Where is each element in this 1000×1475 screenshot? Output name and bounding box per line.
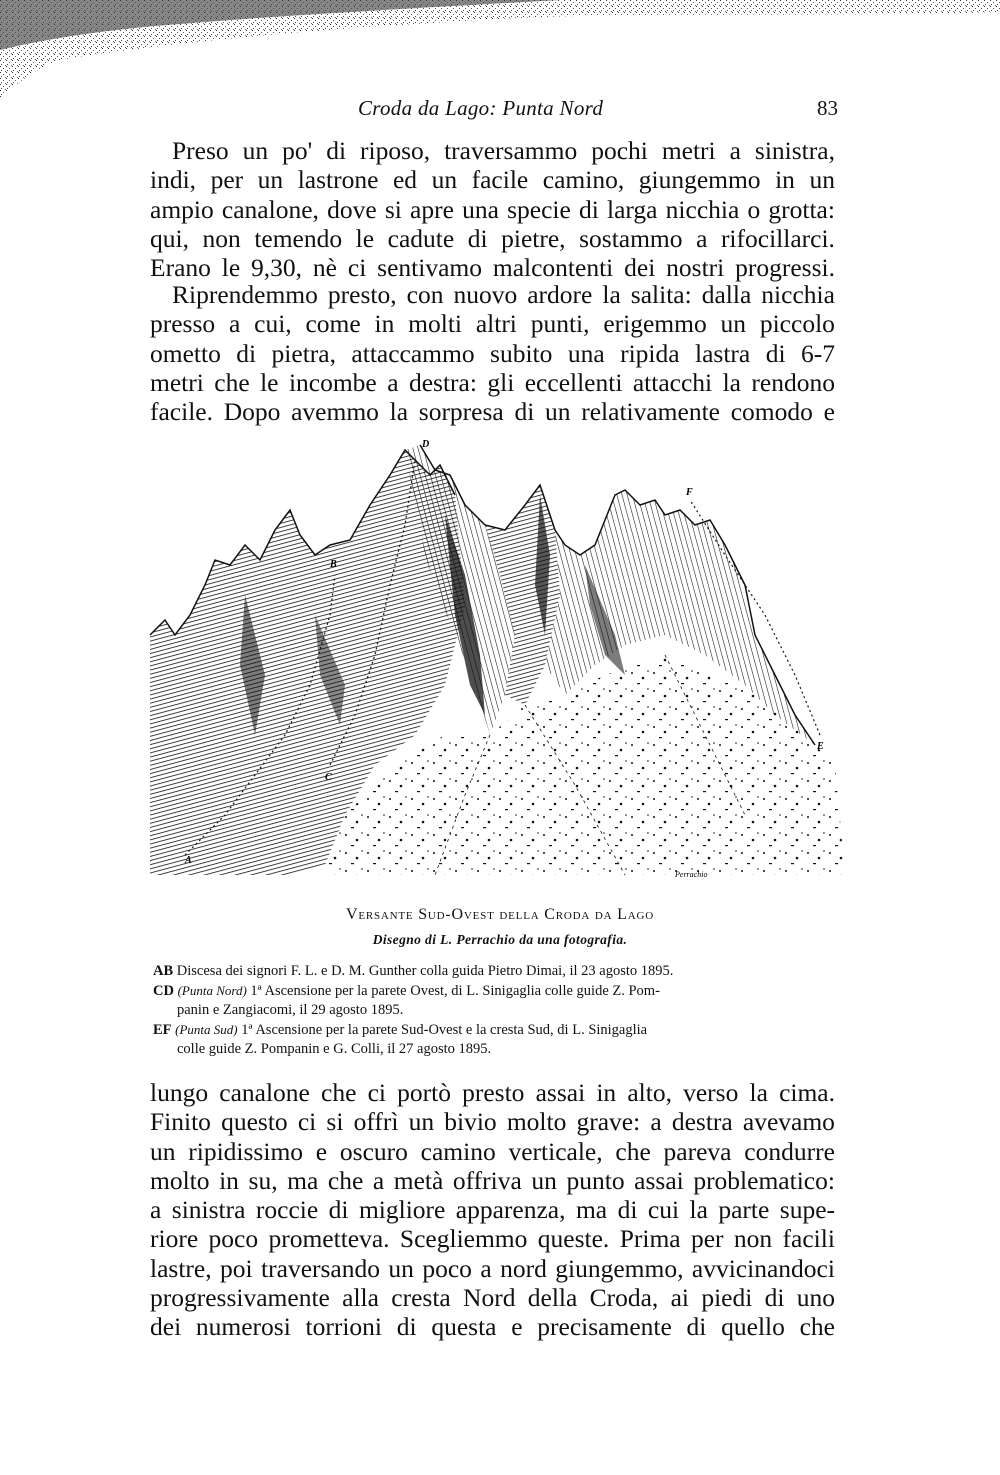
line-words: un ripidissimo e oscuro camino verticale, che pareva condurre (150, 1136, 835, 1166)
paragraph-2 (150, 280, 835, 426)
text-line (150, 1166, 835, 1195)
legend-code: CD (153, 983, 174, 999)
line-words: Erano le 9,30, nè ci sentivamo malcontenti dei nostri progressi. (150, 253, 835, 283)
line-words: presso a cui, come in molti altri punti, erigemmo un piccolo (150, 309, 835, 339)
figure-subtitle: Disegno di L. Perrachio da una fotografia. (372, 932, 628, 947)
text-line (150, 224, 835, 253)
text-line (150, 1254, 835, 1283)
label-a: A (185, 855, 192, 866)
text-line (150, 1195, 835, 1224)
label-e: E (817, 741, 824, 752)
label-b: B (330, 559, 337, 570)
legend-text: 1ª Ascensione per la parete Sud-Ovest e la cresta Sud, di L. Sinigaglia (241, 1022, 648, 1038)
line-words: lastre, poi traversando un poco a nord giungemmo, avvicinandoci (150, 1253, 835, 1283)
text-line (150, 1283, 835, 1312)
paragraph-1 (150, 136, 835, 282)
line-words: Finito questo ci si offrì un bivio molto grave: a destra avevamo (150, 1107, 835, 1137)
scan-edge-noise (0, 0, 1000, 110)
text-line (150, 339, 835, 368)
line-words: lungo canalone che ci portò presto assai in alto, verso la cima. (150, 1078, 835, 1107)
label-f: F (686, 487, 693, 498)
line-words: Preso un po' di riposo, traversammo pochi metri a sinistra, (172, 136, 835, 165)
line-words: Riprendemmo presto, con nuovo ardore la salita: dalla nicchia (172, 280, 835, 309)
page-header (148, 96, 838, 126)
line-words: facile. Dopo avemmo la sorpresa di un relativamente comodo e (150, 397, 835, 427)
legend-continuation: colle guide Z. Pompanin e G. Colli, il 27 agosto 1895. (177, 1041, 492, 1057)
text-line (150, 1137, 835, 1166)
figure-legend (153, 962, 833, 1059)
text-line (150, 368, 835, 397)
legend-text: Discesa dei signori F. L. e D. M. Gunther colla guida Pietro Dimai, il 23 agosto 1895. (176, 963, 674, 979)
text-line (150, 195, 835, 224)
text-line (150, 280, 835, 309)
legend-note: (Punta Sud) (175, 1022, 238, 1037)
text-line (150, 1224, 835, 1253)
text-line (150, 1107, 835, 1136)
legend-item-cd (153, 981, 833, 1020)
text-line (150, 253, 835, 282)
line-words: a sinistra roccie di migliore apparenza, ma di cui la parte supe- (150, 1195, 835, 1225)
legend-note: (Punta Nord) (177, 983, 247, 998)
line-words: metri che le incombe a destra: gli eccellenti attacchi la rendono (150, 367, 835, 397)
running-title: Croda da Lago: Punta Nord (358, 96, 604, 120)
legend-item-ab (153, 962, 833, 981)
text-line (150, 1078, 835, 1107)
text-line (150, 397, 835, 426)
line-words: qui, non temendo le cadute di pietre, sostammo a rifocillarci. (150, 223, 835, 253)
legend-text: 1ª Ascensione per la parete Ovest, di L. Sinigaglia colle guide Z. Pom- (250, 983, 660, 999)
text-line (150, 136, 835, 165)
label-d: D (422, 439, 430, 450)
text-line (150, 309, 835, 338)
legend-code: EF (153, 1022, 172, 1038)
paragraph-3 (150, 1078, 835, 1342)
line-words: dei numerosi torrioni di questa e precisamente di quello che (150, 1312, 835, 1342)
line-words: ometto di pietra, attaccammo subito una ripida lastra di 6-7 (150, 338, 835, 368)
legend-continuation: panin e Zangiacomi, il 29 agosto 1895. (177, 1002, 404, 1018)
line-words: molto in su, ma che a metà offriva un punto assai problematico: (150, 1165, 835, 1195)
line-words: ampio canalone, dove si apre una specie di larga nicchia o grotta: (150, 194, 835, 224)
line-words: progressivamente alla cresta Nord della Croda, ai piedi di uno (150, 1283, 835, 1313)
figure-title: Versante Sud-Ovest della Croda da Lago (345, 906, 654, 923)
text-line (150, 1312, 835, 1341)
line-words: indi, per un lastrone ed un facile camino, giungemmo in un (150, 165, 835, 195)
label-c: C (325, 772, 332, 783)
legend-item-ef (153, 1020, 833, 1059)
line-words: riore poco prometteva. Scegliemmo queste. Prima per non facili (150, 1224, 835, 1254)
mountain-engraving (145, 435, 845, 895)
legend-code: AB (153, 963, 174, 979)
artist-signature: Perrachio (675, 870, 708, 879)
text-line (150, 165, 835, 194)
page-number: 83 (817, 96, 838, 120)
